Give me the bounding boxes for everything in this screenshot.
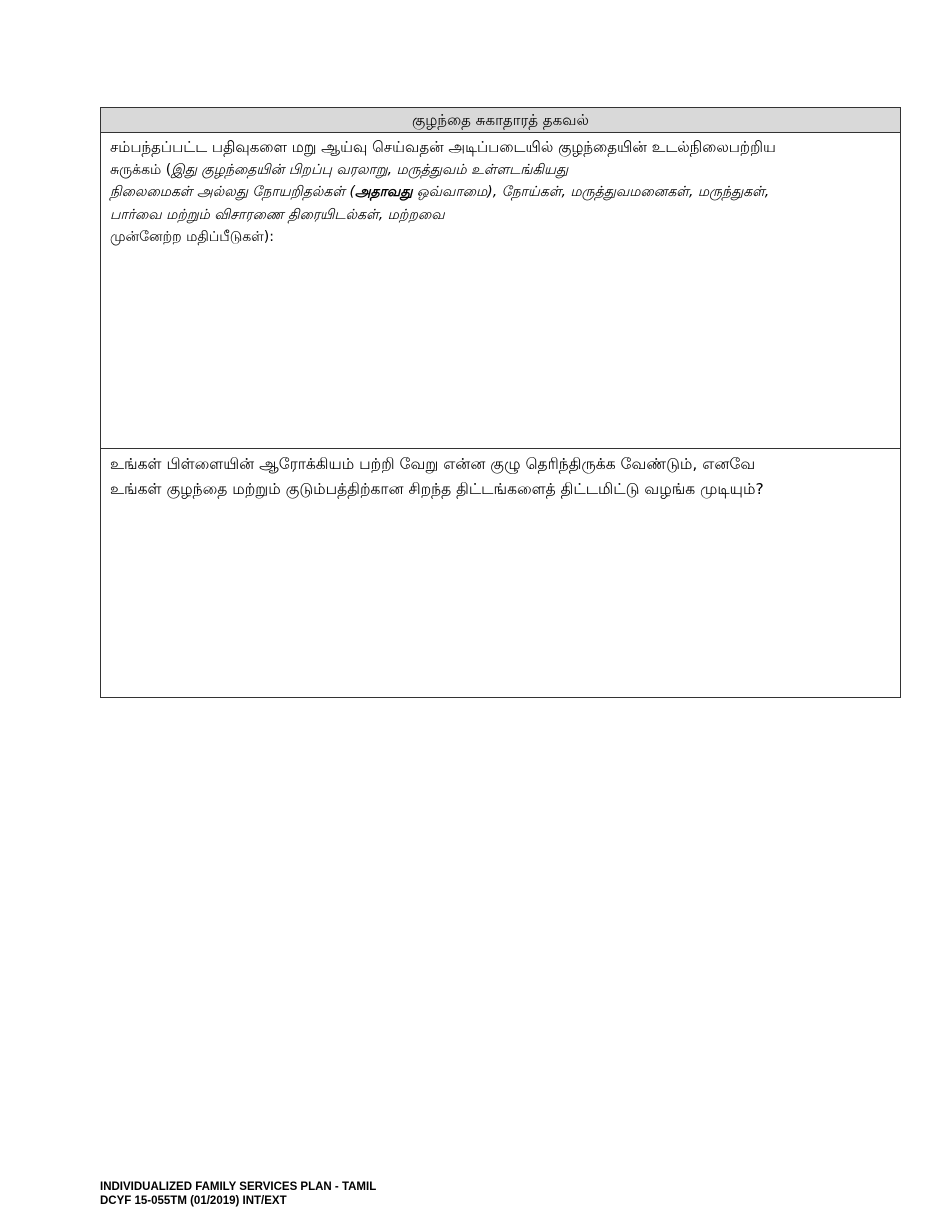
footer-form-title: INDIVIDUALIZED FAMILY SERVICES PLAN - TAMIL bbox=[100, 1181, 377, 1193]
summary-italic-3: ஒவ்வாமை), நோய்கள், மருத்துவமனைகள், மருந்துகள், bbox=[412, 184, 770, 200]
question-line-2: உங்கள் குழந்தை மற்றும் குடும்பத்திற்கான சிறந்த திட்டங்களைத் திட்டமிட்டு வழங்க முடியும்? bbox=[110, 480, 764, 498]
section-title: குழந்தை சுகாதாரத் தகவல் bbox=[101, 108, 900, 133]
summary-bold-text: அதாவது bbox=[354, 184, 413, 200]
child-health-info-table bbox=[100, 107, 901, 698]
form-footer bbox=[100, 1180, 376, 1208]
question-line-1: உங்கள் பிள்ளையின் ஆரோக்கியம் பற்றி வேறு என்ன குழு தெரிந்திருக்க வேண்டும், எனவே bbox=[110, 455, 756, 473]
footer-form-number: DCYF 15-055TM (01/2019) INT/EXT bbox=[100, 1195, 287, 1207]
summary-italic-2: நிலைமைகள் அல்லது நோயறிதல்கள் ( bbox=[110, 184, 355, 200]
summary-instructions bbox=[110, 159, 891, 249]
summary-prefix: சுருக்கம் ( bbox=[110, 161, 172, 178]
health-summary-field[interactable] bbox=[101, 133, 900, 449]
summary-suffix: முன்னேற்ற மதிப்பீடுகள்): bbox=[110, 229, 274, 245]
summary-italic-4: பார்வை மற்றும் விசாரணை திரையிடல்கள், மற்றவை bbox=[110, 206, 445, 223]
summary-lead-text: சம்பந்தப்பட்ட பதிவுகளை மறு ஆய்வு செய்வதன் அடிப்படையில் குழந்தையின் உடல்நிலைபற்றிய bbox=[110, 138, 776, 156]
additional-health-info-field[interactable] bbox=[101, 449, 900, 697]
summary-italic-1: இது குழந்தையின் பிறப்பு வரலாறு, மருத்துவம் உள்ளடங்கியது bbox=[171, 161, 569, 178]
